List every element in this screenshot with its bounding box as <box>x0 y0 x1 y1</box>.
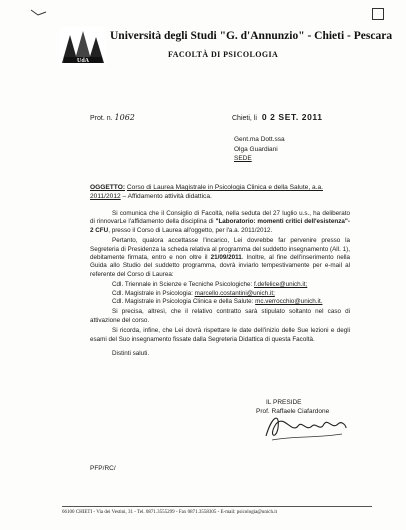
contact-email-link[interactable]: mc.verrocchio@unich.it. <box>255 298 323 306</box>
paragraph-1 <box>90 210 350 235</box>
contact-list <box>90 281 350 306</box>
university-name: Università degli Studi "G. d'Annunzio" - Chieti - Pescara <box>110 30 393 42</box>
letter-date <box>232 112 323 122</box>
recipient-salutation: Gent.ma Dott.ssa <box>234 136 285 143</box>
reference-code: PFP/RC/ <box>90 465 116 472</box>
paragraph-2-text-b: . Inoltre, al fine dell'inserimento nella Guida allo Studio del suddetto programma, dovrà inviarlo tempestivamente per e-mail al referente del Corso di Laurea: <box>90 254 350 278</box>
paragraph-3: Si precisa, altresì, che il relativo contratto sarà stipulato soltanto nel caso di attivazione del corso. <box>90 308 350 324</box>
recipient-name: Olga Guardiani <box>234 145 278 153</box>
signatory-name: Prof. Raffaele Ciafardone <box>256 408 330 415</box>
deadline-date: 21/09/2011 <box>210 254 242 262</box>
subject-line <box>90 183 350 201</box>
place-label: Chieti, li <box>232 115 257 122</box>
course-title: "Laboratorio: momenti critici dell'esistenza"- 2 CFU <box>90 218 350 234</box>
paragraph-1-text-a: Si comunica che il Consiglio di Facoltà, nella seduta del 27 luglio u.s., ha deliberato di rinnovarLe l'affidamento della disciplina di <box>90 210 350 226</box>
university-logo-icon <box>60 27 106 67</box>
subject-rest: – Affidamento attività didattica. <box>120 193 212 200</box>
paragraph-2 <box>90 237 350 279</box>
contact-label: Cdl. Magistrale in Psicologia Clinica e della Salute: <box>112 298 254 306</box>
subject-label: OGGETTO: <box>90 184 126 191</box>
protocol-value: 1062 <box>114 113 135 122</box>
contact-email-link[interactable]: marcello.costantini@unich.it; <box>194 289 275 297</box>
logo-text: UdA <box>76 58 90 64</box>
contact-label: Cdl. Triennale in Scienze e Tecniche Psicologiche: <box>112 281 253 289</box>
contact-item <box>112 290 350 298</box>
footer-address: 66100 CHIETI - Via dei Vestini, 31 - Tel. 0871.3555299 - Fax 0871.3558305 - E-mail: psicologia@unich.it <box>62 506 372 515</box>
contact-item <box>112 281 350 289</box>
paragraph-2-text-a: Pertanto, qualora accettasse l'incarico, Lei dovrebbe far pervenire presso la Segreteria di Presidenza la scheda relativa al programma del suddetto insegnamento (All. 1), debitamente firmata, entro e non oltre il <box>90 237 350 262</box>
closing-greeting: Distinti saluti. <box>112 350 150 358</box>
protocol-number <box>90 113 135 122</box>
paragraph-4: Si ricorda, infine, che Lei dovrà rispettare le date dell'inizio delle Sue lezioni e degli esami del Suo insegnamento fissate dalla Segreteria Didattica di questa Facoltà. <box>90 327 350 343</box>
scan-mark-icon <box>30 8 48 18</box>
paragraph-1-text-b: , presso il Corso di Laurea all'oggetto, per l'a.a. 2011/2012. <box>108 226 273 234</box>
date-stamp: 0 2 SET. 2011 <box>261 112 323 122</box>
contact-email-link[interactable]: f.defelice@unich.it; <box>254 281 308 289</box>
faculty-name: FACOLTÀ DI PSICOLOGIA <box>168 50 279 59</box>
recipient-block <box>234 135 285 164</box>
contact-item <box>112 298 350 306</box>
subject-course: Corso di Laurea Magistrale in Psicologia Clinica e della Salute, a.a. 2011/2012 <box>90 184 323 200</box>
recipient-location: SEDE <box>234 155 252 162</box>
contact-label: Cdl. Magistrale in Psicologia: <box>112 289 193 297</box>
letter-body <box>90 210 350 361</box>
signatory-title: IL PRESIDE <box>266 399 302 406</box>
scan-box-icon <box>372 8 384 20</box>
handwritten-signature-icon <box>262 406 348 444</box>
protocol-label: Prot. n. <box>90 115 113 122</box>
